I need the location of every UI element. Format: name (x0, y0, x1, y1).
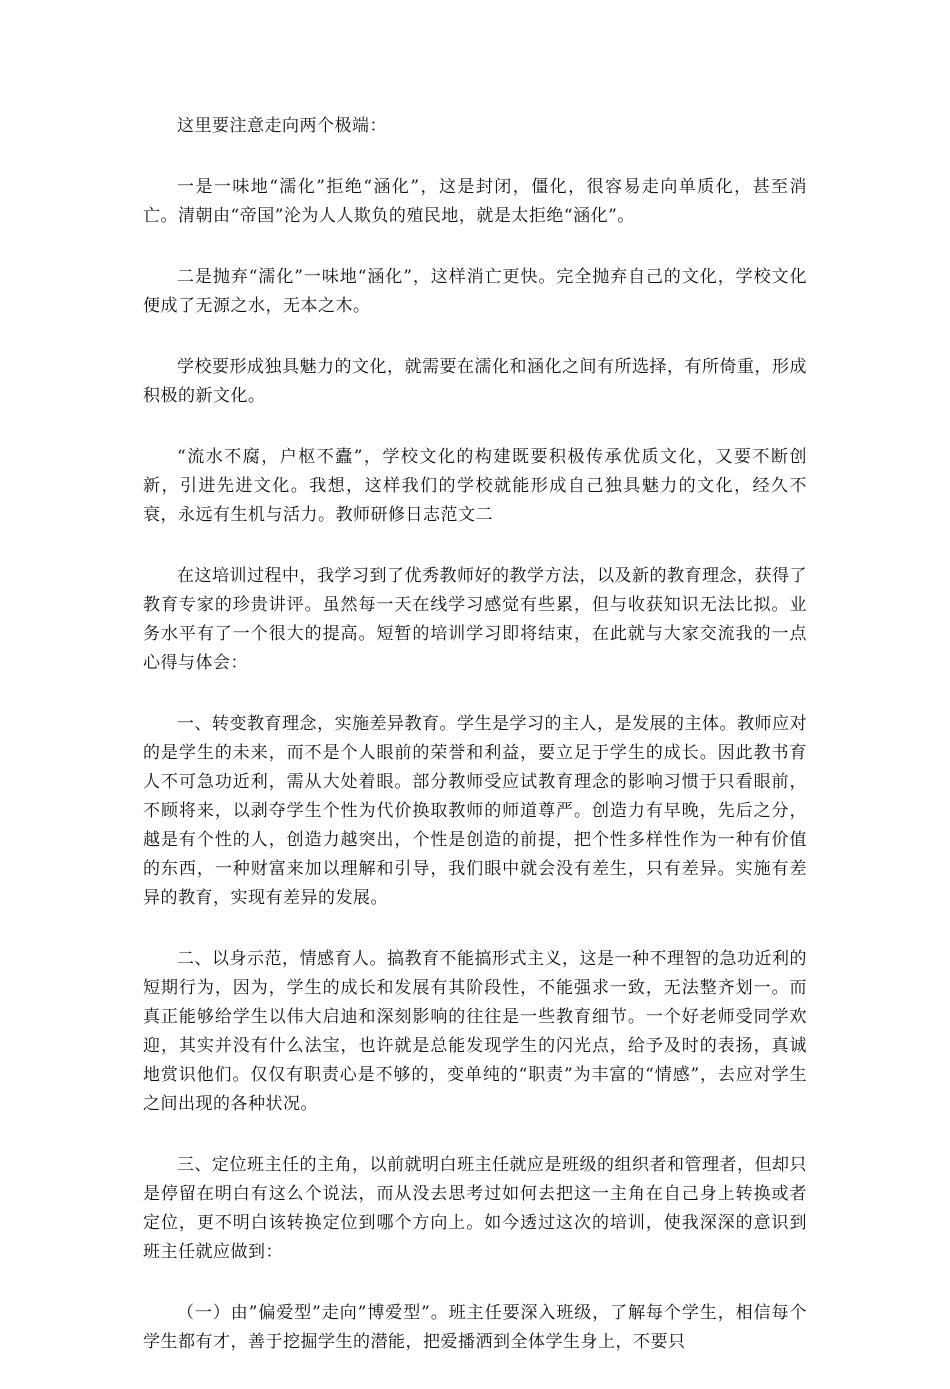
paragraph-intro: 这里要注意走向两个极端： (177, 116, 387, 136)
paragraph-point-one: 一、转变教育理念，实施差异教育。学生是学习的主人，是发展的主体。教师应对的是学生的未来，而不是个人眼前的荣誉和利益，要立足于学生的成长。因此教书育人不可急功近利，需从大处着眼。部分教师受应试教育理念的影响习惯于只看眼前，不顾将来，以剥夺学生个性为代价换取教师的师道尊严。创造力有早晚，先后之分，越是有个性的人，创造力越突出，个性是创造的前提，把个性多样性作为一种有价值的东西，一种财富来加以理解和引导，我们眼中就会没有差生，只有差异。实施有差异的教育，实现有差异的发展。 (143, 714, 807, 908)
paragraph-conclusion: “流水不腐，户枢不蠹”，学校文化的构建既要积极传承优质文化，又要不断创新，引进先进文化。我想，这样我们的学校就能形成自己独具魅力的文化，经久不衰，永远有生机与活力。教师研修日志范文二 (143, 447, 807, 525)
paragraph-training-intro: 在这培训过程中，我学习到了优秀教师好的教学方法，以及新的教育理念，获得了教育专家的珍贵讲评。虽然每一天在线学习感觉有些累，但与收获知识无法比拟。业务水平有了一个很大的提高。短暂的培训学习即将结束，在此就与大家交流我的一点心得与体会： (143, 566, 807, 673)
paragraph-point-two: 二、以身示范，情感育人。搞教育不能搞形式主义，这是一种不理智的急功近利的短期行为，因为，学生的成长和发展有其阶段性，不能强求一致，无法整齐划一。而真正能够给学生以伟大启迪和深刻影响的往往是一些教育细节。一个好老师受同学欢迎，其实并没有什么法宝，也许就是总能发现学生的闪光点，给予及时的表扬，真诚地赏识他们。仅仅有职责心是不够的，变单纯的“职责”为丰富的“情感”，去应对学生之间出现的各种状况。 (143, 949, 807, 1114)
paragraph-school-culture: 学校要形成独具魅力的文化，就需要在濡化和涵化之间有所选择，有所倚重，形成积极的新文化。 (143, 357, 807, 406)
paragraph-sub-point-one: （一）由”偏爱型”走向”博爱型”。班主任要深入班级，了解每个学生，相信每个学生都有才，善于挖掘学生的潜能，把爱播洒到全体学生身上，不要只 (143, 1303, 807, 1352)
paragraph-extreme-one: 一是一味地“濡化”拒绝“涵化”，这是封闭，僵化，很容易走向单质化，甚至消亡。清朝由“帝国”沦为人人欺负的殖民地，就是太拒绝“涵化”。 (143, 177, 807, 226)
paragraph-extreme-two: 二是抛弃“濡化”一味地“涵化”，这样消亡更快。完全抛弃自己的文化，学校文化便成了无源之水，无本之木。 (143, 267, 807, 316)
paragraph-point-three: 三、定位班主任的主角，以前就明白班主任就应是班级的组织者和管理者，但却只是停留在明白有这么个说法，而从没去思考过如何去把这一主角在自己身上转换或者定位，更不明白该转换定位到哪个方向上。如今透过这次的培训，使我深深的意识到班主任就应做到： (143, 1155, 807, 1262)
document-body (143, 112, 807, 1389)
